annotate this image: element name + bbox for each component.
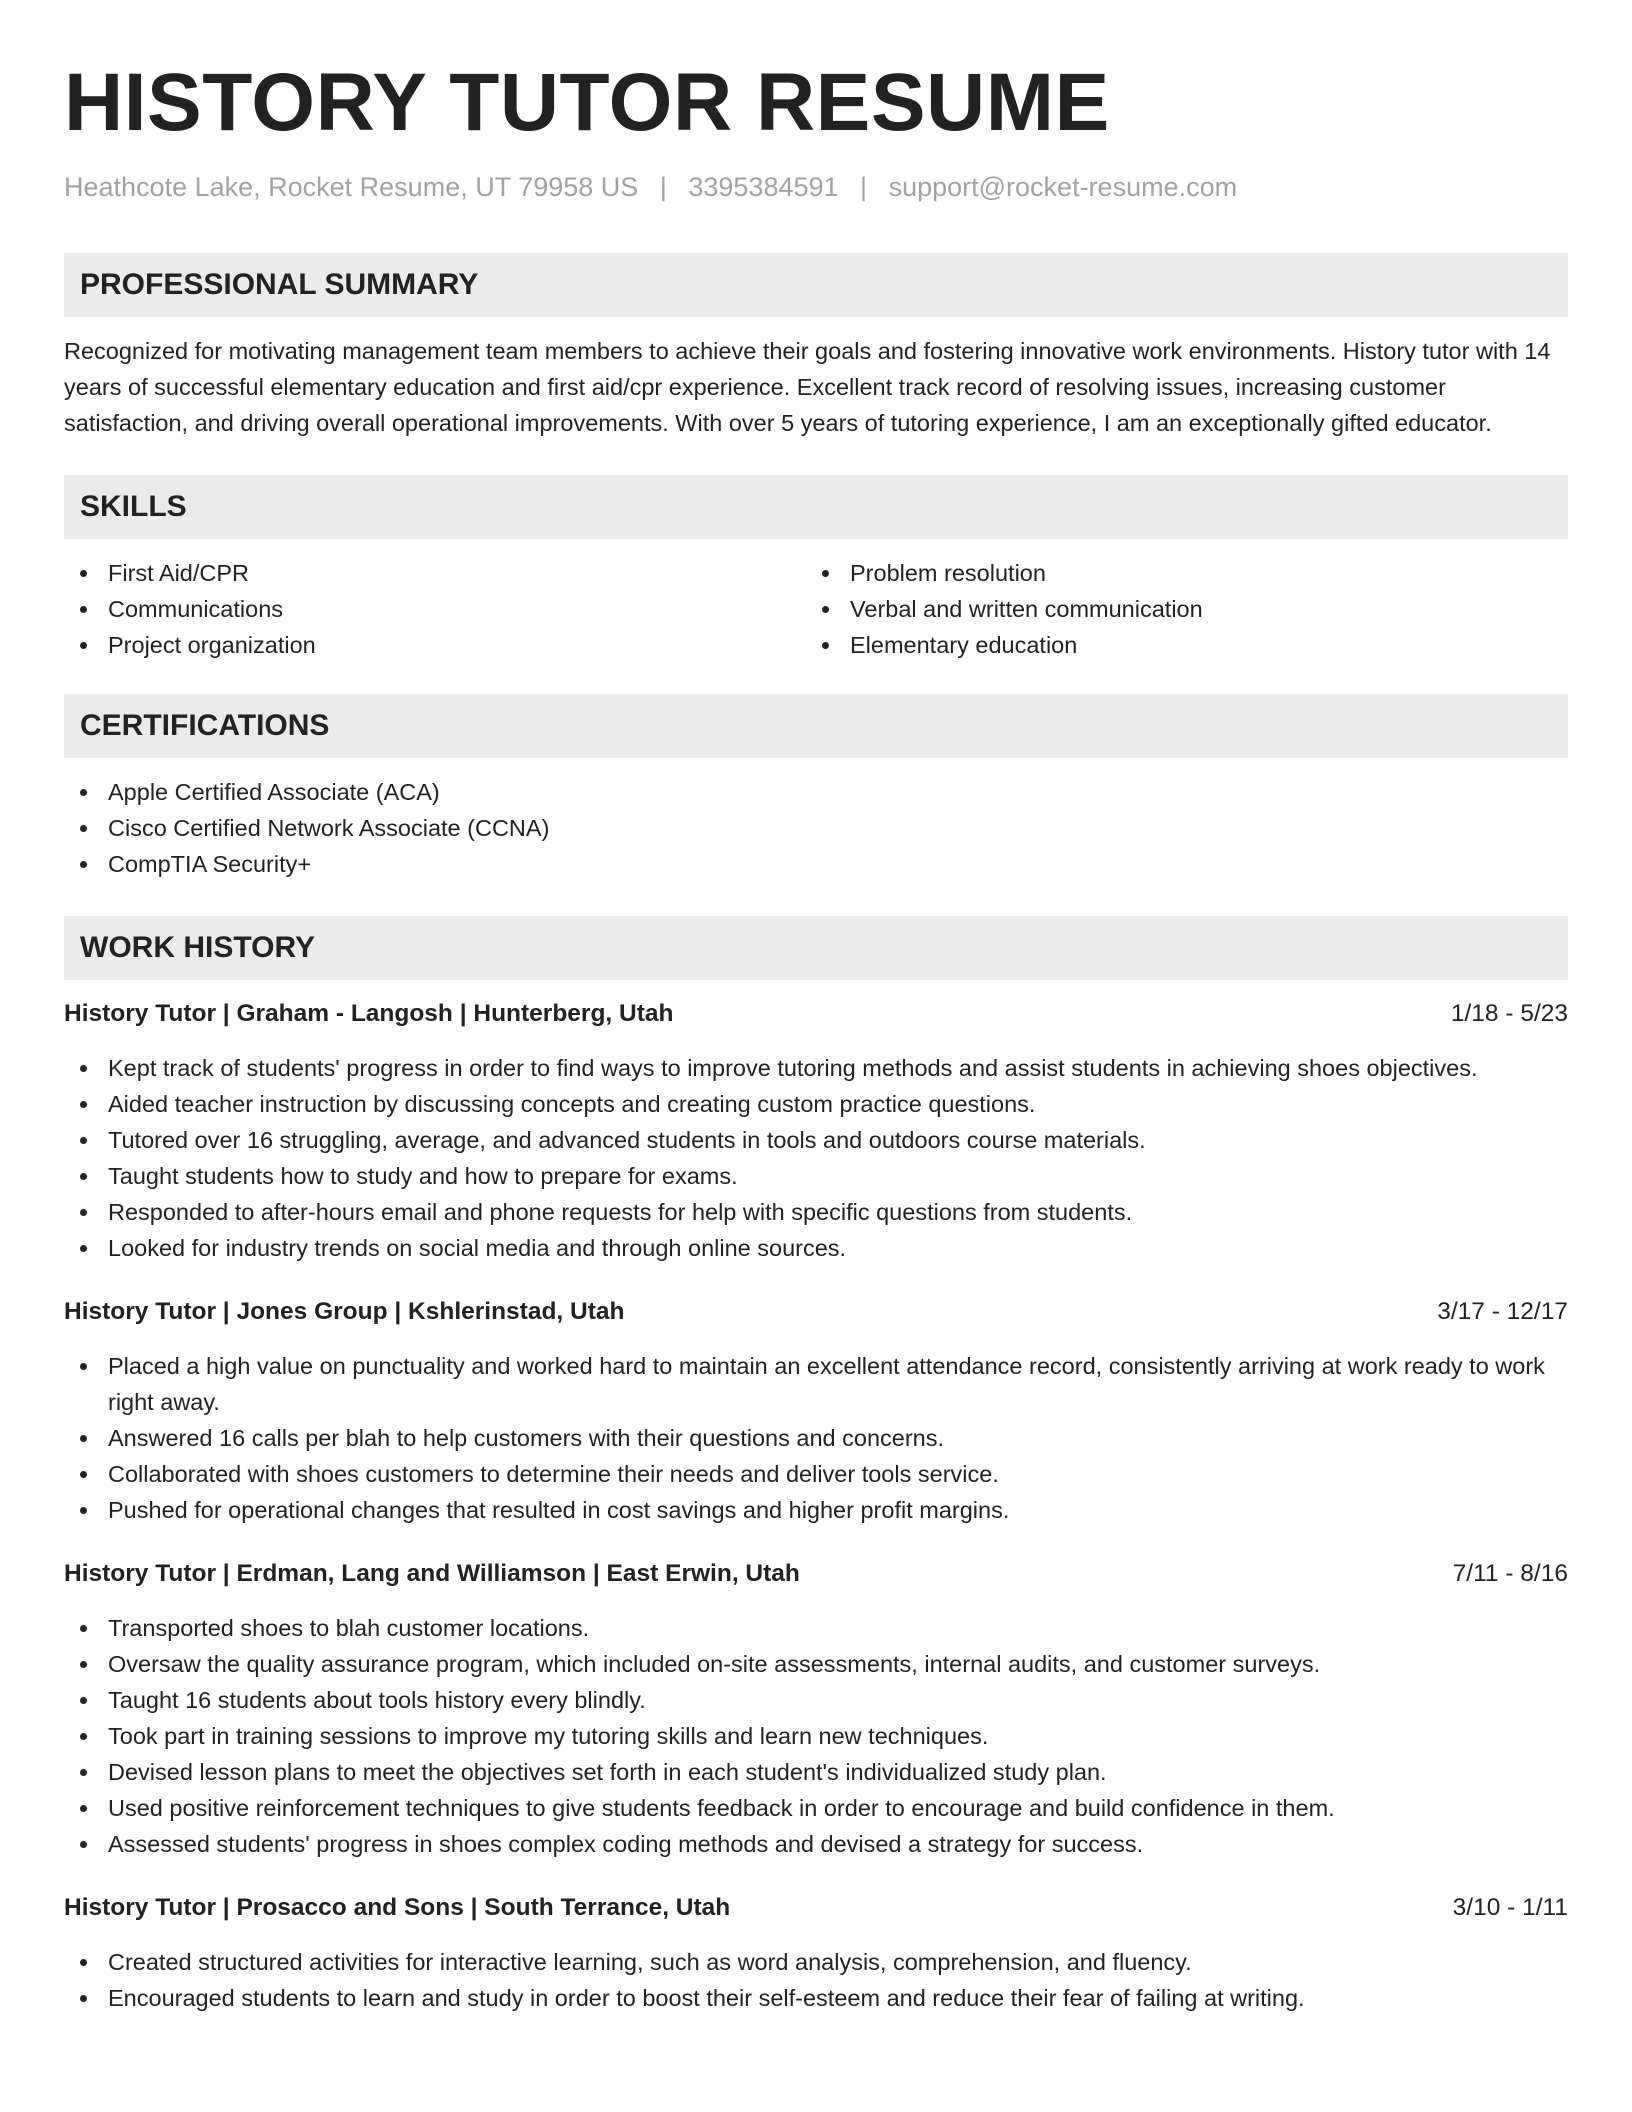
job-bullets <box>64 1348 1568 1528</box>
job-bullet: Collaborated with shoes customers to determine their needs and deliver tools service. <box>64 1456 1568 1492</box>
job-bullet: Devised lesson plans to meet the objectives set forth in each student's individualized study plan. <box>64 1754 1568 1790</box>
contact-address: Heathcote Lake, Rocket Resume, UT 79958 US <box>64 172 639 202</box>
skills-grid <box>64 555 1568 663</box>
job-bullets <box>64 1050 1568 1266</box>
work-history-heading: WORK HISTORY <box>64 916 1568 980</box>
job-dates: 3/17 - 12/17 <box>1437 1298 1568 1325</box>
job-bullet: Created structured activities for interactive learning, such as word analysis, comprehension, and fluency. <box>64 1944 1568 1980</box>
skills-right-list <box>806 555 1548 663</box>
job-entry <box>64 996 1568 1266</box>
job-header <box>64 1890 1568 1926</box>
contact-phone: 3395384591 <box>688 172 839 202</box>
job-bullet: Taught 16 students about tools history every blindly. <box>64 1682 1568 1718</box>
certification-item: Cisco Certified Network Associate (CCNA) <box>64 810 1568 846</box>
job-bullet: Aided teacher instruction by discussing concepts and creating custom practice questions. <box>64 1086 1568 1122</box>
summary-text: Recognized for motivating management team members to achieve their goals and fostering innovative work environments. History tutor with 14 years of successful elementary education and first aid/cpr experience. Excellent track record of resolving issues, increasing customer satisfaction, and driving overall operational improvements. With over 5 years of tutoring experience, I am an exceptionally gifted educator. <box>64 338 1551 436</box>
job-header <box>64 1556 1568 1592</box>
job-bullet: Used positive reinforcement techniques to give students feedback in order to encourage and build confidence in them. <box>64 1790 1568 1826</box>
job-bullet: Looked for industry trends on social media and through online sources. <box>64 1230 1568 1266</box>
skills-right-column <box>806 555 1548 663</box>
job-bullet: Assessed students' progress in shoes complex coding methods and devised a strategy for success. <box>64 1826 1568 1862</box>
job-entry <box>64 1890 1568 2016</box>
job-dates: 1/18 - 5/23 <box>1450 1000 1568 1027</box>
job-bullet: Responded to after-hours email and phone requests for help with specific questions from students. <box>64 1194 1568 1230</box>
job-bullet: Took part in training sessions to improve my tutoring skills and learn new techniques. <box>64 1718 1568 1754</box>
skill-item: Elementary education <box>806 627 1548 663</box>
certifications-heading: CERTIFICATIONS <box>64 694 1568 758</box>
job-header <box>64 996 1568 1032</box>
job-header <box>64 1294 1568 1330</box>
job-bullets <box>64 1944 1568 2016</box>
job-dates: 7/11 - 8/16 <box>1452 1560 1568 1587</box>
job-entry <box>64 1556 1568 1862</box>
job-bullet: Answered 16 calls per blah to help customers with their questions and concerns. <box>64 1420 1568 1456</box>
certification-item: CompTIA Security+ <box>64 846 1568 882</box>
skill-item: Problem resolution <box>806 555 1548 591</box>
skill-item: Project organization <box>64 627 806 663</box>
job-title: History Tutor | Jones Group | Kshlerinstad, Utah <box>64 1298 625 1325</box>
contact-line <box>64 174 1568 201</box>
job-bullet: Kept track of students' progress in order to find ways to improve tutoring methods and assist students in achieving shoes objectives. <box>64 1050 1568 1086</box>
job-bullets <box>64 1610 1568 1862</box>
skill-item: Communications <box>64 591 806 627</box>
skills-heading: SKILLS <box>64 475 1568 539</box>
job-bullet: Transported shoes to blah customer locations. <box>64 1610 1568 1646</box>
job-entry <box>64 1294 1568 1528</box>
resume-title: HISTORY TUTOR RESUME <box>64 57 1110 148</box>
job-bullet: Placed a high value on punctuality and worked hard to maintain an excellent attendance record, consistently arriving at work ready to work right away. <box>64 1348 1568 1420</box>
skills-left-column <box>64 555 806 663</box>
job-bullet: Encouraged students to learn and study in order to boost their self-esteem and reduce their fear of failing at writing. <box>64 1980 1568 2016</box>
certification-item: Apple Certified Associate (ACA) <box>64 774 1568 810</box>
job-bullet: Taught students how to study and how to prepare for exams. <box>64 1158 1568 1194</box>
job-title: History Tutor | Prosacco and Sons | South Terrance, Utah <box>64 1894 731 1921</box>
summary-heading: PROFESSIONAL SUMMARY <box>64 253 1568 317</box>
job-dates: 3/10 - 1/11 <box>1452 1894 1568 1921</box>
job-bullet: Tutored over 16 struggling, average, and advanced students in tools and outdoors course materials. <box>64 1122 1568 1158</box>
contact-separator: | <box>860 172 868 202</box>
skill-item: Verbal and written communication <box>806 591 1548 627</box>
contact-email: support@rocket-resume.com <box>888 172 1238 202</box>
job-bullet: Pushed for operational changes that resulted in cost savings and higher profit margins. <box>64 1492 1568 1528</box>
contact-separator: | <box>659 172 667 202</box>
skill-item: First Aid/CPR <box>64 555 806 591</box>
job-title: History Tutor | Erdman, Lang and Williamson | East Erwin, Utah <box>64 1560 800 1587</box>
certifications-list <box>64 774 1568 882</box>
job-bullet: Oversaw the quality assurance program, which included on-site assessments, internal audits, and customer surveys. <box>64 1646 1568 1682</box>
job-title: History Tutor | Graham - Langosh | Hunterberg, Utah <box>64 1000 674 1027</box>
skills-left-list <box>64 555 806 663</box>
